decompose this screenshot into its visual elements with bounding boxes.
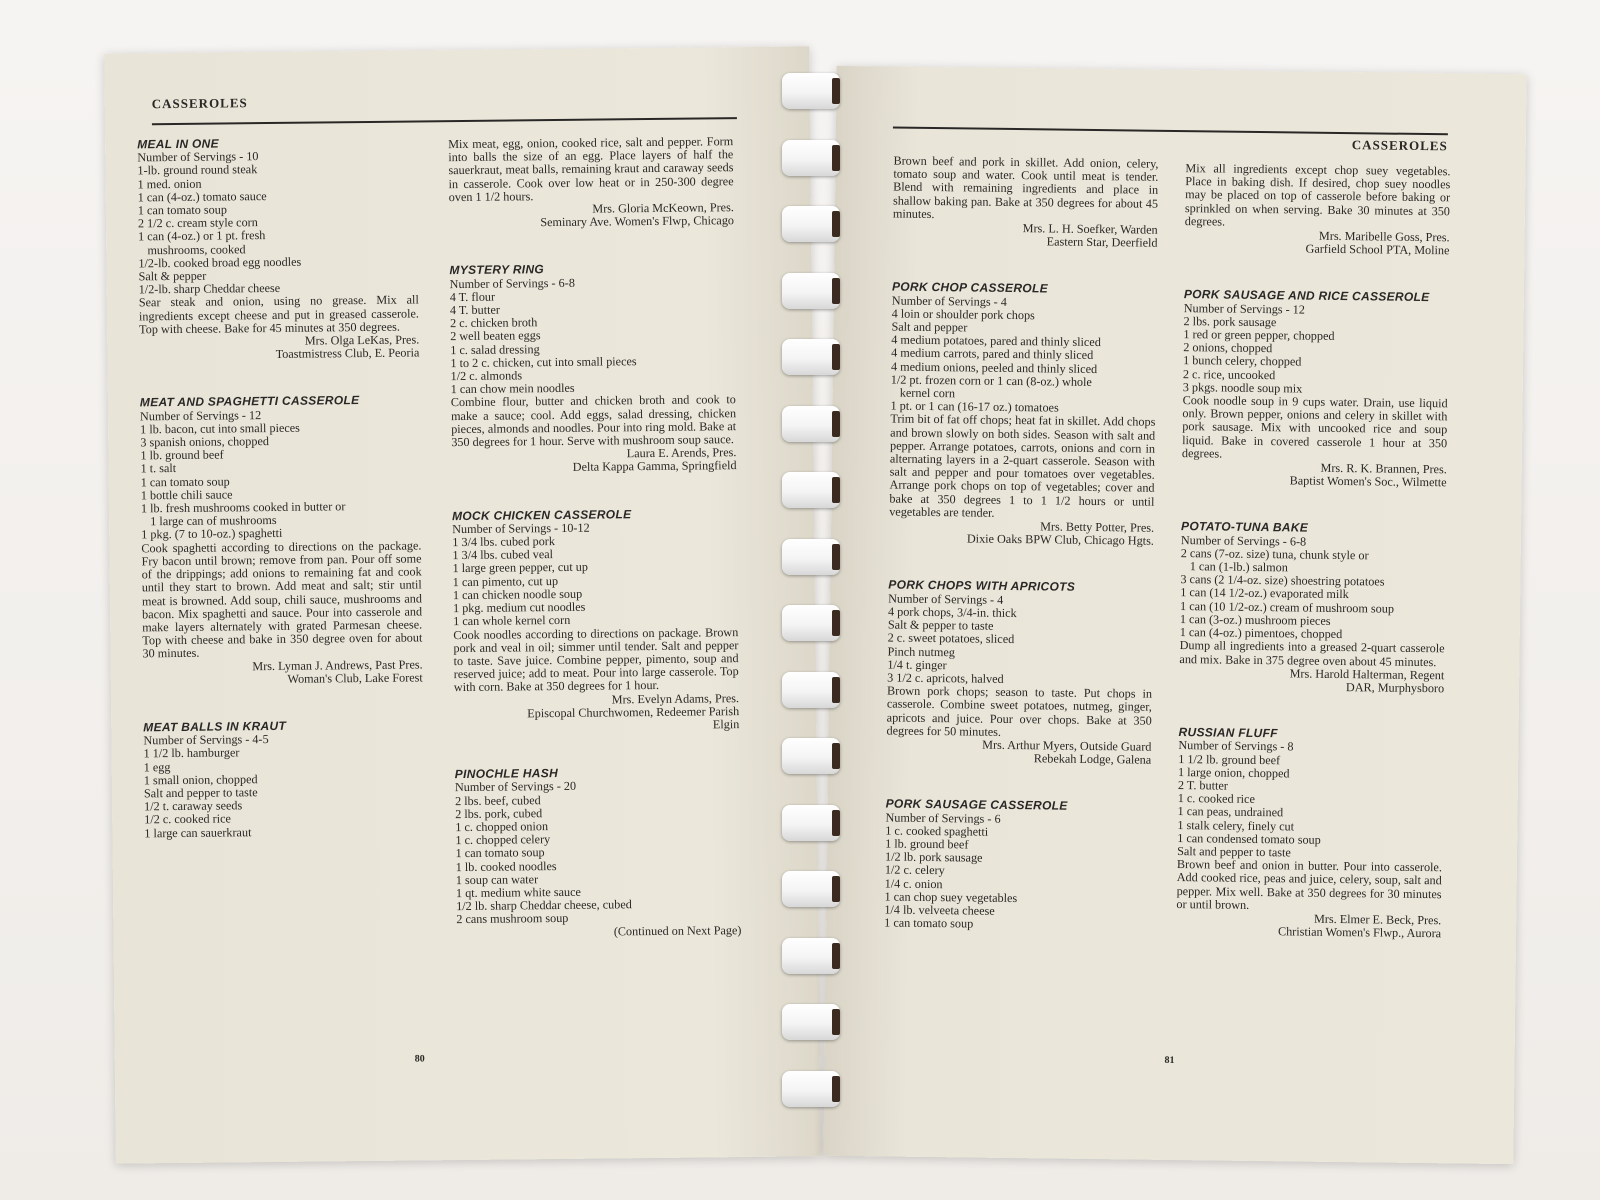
ingredient-line: 1 c. chopped celery [455, 832, 551, 848]
recipe-credit: Dixie Oaks BPW Club, Chicago Hgts. [966, 531, 1154, 549]
ingredient-line: 1 can tomato soup [140, 474, 230, 490]
ingredient-line: 1/2 lb. pork sausage [884, 849, 983, 865]
ingredient-line: 1 can chow mein noodles [450, 381, 575, 397]
recipe-directions: Dump all ingredients into a greased 2-quart casserole and mix. Bake in 375 degree oven about 45 minutes. [1179, 638, 1445, 669]
recipe-credit: Eastern Star, Deerfield [1046, 234, 1158, 250]
ingredient-line: 1 can tomato soup [455, 845, 545, 861]
ingredient-line: 1 c. salad dressing [450, 341, 540, 357]
ingredient-line: 1 bunch celery, chopped [1183, 353, 1302, 369]
binding-hole [832, 876, 840, 902]
ingredient-line: 1 1/2 lb. hamburger [143, 745, 240, 761]
ingredient-line: Salt and pepper to taste [1177, 843, 1291, 860]
right-column-2 [1176, 162, 1450, 941]
header-rule [152, 117, 737, 125]
recipe-credit: Seminary Ave. Women's Flwp, Chicago [540, 213, 735, 230]
recipe-credit: Toastmistress Club, E. Peoria [275, 345, 420, 362]
ingredient-line: 1 can (4-oz.) tomato sauce [137, 188, 267, 205]
recipe-title: MOCK CHICKEN CASSEROLE [451, 506, 632, 523]
recipe-directions: Combine flour, butter and chicken broth and cook to make a sauce; cool. Add eggs, salad dressing, chicken pieces, almonds and noodles. Pour into ring mold. Bake at 350 degrees for 1 hour. Serve with mushroom soup sauce. [450, 392, 737, 450]
ingredient-line: 2 onions, chopped [1183, 340, 1273, 356]
recipe-title: POTATO-TUNA BAKE [1180, 519, 1309, 536]
recipe-title: MEAT AND SPAGHETTI CASSEROLE [139, 393, 360, 410]
ingredient-line: 1/4 t. ginger [887, 657, 947, 672]
recipe-spacer [139, 360, 419, 397]
ingredient-line: 1 bottle chili sauce [140, 487, 233, 503]
recipe-block [886, 545, 1154, 767]
ingredient-line: 3 cans (2 1/4-oz. size) shoestring potatoes [1180, 572, 1385, 589]
ingredient-line: 3 1/2 c. apricots, halved [887, 670, 1004, 686]
recipe-credit: Mrs. R. K. Brannen, Pres. [1320, 460, 1447, 477]
ingredient-line: mushrooms, cooked [138, 241, 246, 258]
ingredient-line: 1 large can of mushrooms [141, 513, 277, 529]
binding-hole [832, 1076, 840, 1102]
binding-hole [832, 610, 840, 636]
ingredient-line: 1/4 lb. velveeta cheese [884, 902, 995, 918]
recipe-servings: Number of Servings - 10-12 [452, 520, 590, 536]
recipe-block [889, 247, 1158, 548]
binding-hole [832, 211, 840, 237]
recipe-credit: Mrs. Lyman J. Andrews, Past Pres. [252, 656, 423, 673]
recipe-credit: Delta Kappa Gamma, Springfield [572, 458, 737, 475]
ingredient-line: 1 soup can water [455, 871, 539, 887]
ingredient-line: 1 can tomato soup [137, 202, 227, 218]
binding-hole [832, 145, 840, 171]
recipe-servings: Number of Servings - 6 [885, 810, 1001, 826]
ingredient-line: 4 loin or shoulder pork chops [891, 306, 1035, 323]
recipe-directions: Cook noodle soup in 9 cups water. Drain, use liquid only. Brown pepper, onions and celery in skillet with pork sausage. Mix with uncooked rice and soup liquid. Bake in covered casserole 1 hour at 350 degrees. [1181, 393, 1448, 461]
ingredient-line: 1 large onion, chopped [1177, 764, 1290, 781]
recipe-credit: Mrs. Gloria McKeown, Pres. [592, 200, 734, 216]
recipe-block [139, 360, 422, 687]
ingredient-line: 1 lb. cooked noodles [455, 858, 557, 874]
ingredient-line: 1 can chop suey vegetables [884, 889, 1018, 905]
recipe-title: MEAL IN ONE [137, 136, 219, 152]
recipe-block [884, 764, 1151, 933]
recipe-block [137, 135, 419, 362]
recipe-credit: Woman's Club, Lake Forest [287, 670, 423, 686]
binding-hole [832, 810, 840, 836]
recipe-block [452, 473, 740, 734]
ingredient-line: 2 lbs. pork sausage [1183, 313, 1277, 330]
ingredient-line: 1/2-lb. cooked broad egg noodles [138, 254, 302, 271]
ingredient-line: 1 can chicken noodle soup [452, 586, 583, 602]
recipe-spacer [1184, 255, 1449, 292]
left-column-2 [448, 135, 741, 940]
header-rule [893, 127, 1448, 136]
recipe-title: PINOCHLE HASH [454, 766, 559, 782]
recipe-servings: Number of Servings - 4 [888, 591, 1004, 607]
recipe-servings: Number of Servings - 12 [139, 407, 262, 424]
ingredient-line: 1/2 lb. sharp Cheddar cheese, cubed [456, 897, 632, 914]
recipe-block [1176, 692, 1444, 940]
recipe-servings: Number of Servings - 4-5 [143, 732, 269, 748]
recipe-title: PORK CHOPS WITH APRICOTS [888, 577, 1076, 595]
ingredient-line: 1 lb. ground beef [885, 836, 969, 852]
ingredient-line: 2 lbs. pork, cubed [455, 805, 543, 821]
ingredient-line: 1/2 c. almonds [450, 368, 523, 384]
recipe-credit: Mrs. Maribelle Goss, Pres. [1318, 228, 1450, 245]
recipe-credit: Christian Women's Flwp., Aurora [1277, 924, 1442, 941]
ingredient-line: 2 c. rice, uncooked [1182, 366, 1276, 382]
recipe-credit: Elgin [712, 717, 740, 732]
ingredient-line: Salt and pepper [891, 319, 968, 335]
ingredient-line: 4 pork chops, 3/4-in. thick [887, 604, 1017, 620]
recipe-title: RUSSIAN FLUFF [1178, 725, 1278, 741]
recipe-block [454, 731, 741, 940]
ingredient-line: 4 medium onions, peeled and thinly sliced [890, 359, 1098, 376]
ingredient-line: 1/2-lb. sharp Cheddar cheese [138, 281, 281, 297]
ingredient-line: Salt & pepper [138, 268, 207, 284]
recipe-block [448, 135, 734, 230]
right-page [823, 66, 1526, 1164]
recipe-credit: Mrs. Harold Halterman, Regent [1289, 666, 1445, 682]
ingredient-line: 1 large green pepper, cut up [452, 560, 589, 576]
recipe-servings: Number of Servings - 4 [891, 293, 1007, 309]
ingredient-line: 1 c. cooked spaghetti [885, 823, 989, 839]
binding-hole [832, 1009, 840, 1035]
ingredient-line: kernel corn [890, 385, 956, 401]
binding-hole [832, 544, 840, 570]
recipe-spacer [1179, 692, 1444, 729]
recipe-title: PORK SAUSAGE CASSEROLE [885, 796, 1068, 814]
ingredient-line: 1/2 t. caraway seeds [144, 798, 243, 814]
ingredient-line: 1 small onion, chopped [143, 771, 258, 788]
recipe-directions: Brown beef and onion in butter. Pour into casserole. Add cooked rice, peas and juice, celery, soup, salt and pepper. Mix well. Bake at 350 degrees for 30 minutes or until brown. [1176, 857, 1443, 912]
ingredient-line: Salt and pepper to taste [143, 785, 258, 801]
recipe-spacer [1181, 487, 1446, 524]
ingredient-line: 4 T. flour [449, 289, 496, 304]
ingredient-line: 2 T. butter [1177, 777, 1228, 793]
binding-hole [832, 943, 840, 969]
ingredient-line: 1 can (1-lb.) salmon [1180, 559, 1288, 575]
recipe-block [449, 228, 737, 476]
binding-hole [832, 78, 840, 104]
ingredient-line: 3 pkgs. noodle soup mix [1182, 379, 1303, 396]
recipe-credit: Mrs. Evelyn Adams, Pres. [611, 690, 740, 706]
recipe-block [1184, 162, 1450, 258]
recipe-spacer [892, 247, 1157, 284]
recipe-credit: Mrs. Betty Potter, Pres. [1040, 519, 1155, 535]
recipe-credit: Laura E. Arends, Pres. [626, 445, 737, 461]
ingredient-line: 1 can whole kernel corn [453, 613, 571, 629]
recipe-credit: Mrs. Elmer E. Beck, Pres. [1313, 911, 1442, 928]
recipe-title: PORK SAUSAGE AND RICE CASSEROLE [1183, 287, 1430, 305]
ingredient-line: 1 qt. medium white sauce [455, 884, 581, 901]
ingredient-line: 1 large can sauerkraut [144, 824, 252, 840]
recipe-servings: Number of Servings - 6-8 [1180, 532, 1307, 549]
ingredient-line: 1 med. onion [137, 176, 202, 191]
ingredient-line: 2 c. sweet potatoes, sliced [887, 630, 1015, 647]
recipe-credit: Baptist Women's Soc., Wilmette [1289, 473, 1447, 490]
ingredient-line: 1/2 pt. frozen corn or 1 can (8-oz.) whole [890, 372, 1092, 389]
recipe-credit: DAR, Murphysboro [1345, 680, 1445, 696]
ingredient-line: 1 1/2 lb. ground beef [1178, 751, 1281, 767]
recipe-servings: Number of Servings - 10 [137, 149, 259, 165]
ingredient-line: 4 medium carrots, pared and thinly sliced [891, 345, 1094, 363]
ingredient-line: 1/4 c. onion [884, 876, 943, 891]
ingredient-line: 1-lb. ground round steak [137, 162, 258, 178]
recipe-directions: Mix meat, egg, onion, cooked rice, salt and pepper. Form into balls the size of an egg. Place layers of half the sauerkraut, meat balls, remaining kraut and caraway seeds in casserole. Cook over low heat or in 250-300 degree oven 1 1/2 hours. [448, 134, 734, 204]
ingredient-line: Salt & pepper to taste [887, 617, 994, 633]
ingredient-line: 1 can (14 1/2-oz.) evaporated milk [1180, 585, 1349, 602]
page-number: 81 [1164, 1054, 1175, 1067]
recipe-directions: Sear steak and onion, using no grease. Mix all ingredients except cheese and put in greased casserole. Top with cheese. Bake for 45 minutes at 350 degrees. [138, 292, 420, 337]
ingredient-line: 1 can pimento, cut up [452, 573, 559, 589]
ingredient-line: 1 stalk celery, finely cut [1177, 817, 1295, 834]
ingredient-line: 2 cans mushroom soup [456, 911, 569, 927]
recipe-servings: Number of Servings - 20 [454, 779, 577, 795]
recipe-credit: Mrs. Arthur Myers, Outside Guard [982, 737, 1152, 754]
ingredient-line: 2 c. chicken broth [449, 315, 538, 331]
ingredient-line: 4 T. butter [449, 302, 500, 318]
ingredient-line: 1 can tomato soup [884, 915, 974, 931]
ingredient-line: 1 c. chopped onion [455, 819, 549, 835]
recipe-servings: Number of Servings - 8 [1178, 738, 1294, 754]
recipe-title: MYSTERY RING [449, 262, 545, 278]
ingredient-line: 1 can (10 1/2-oz.) cream of mushroom soup [1180, 598, 1395, 616]
binding-hole [832, 677, 840, 703]
ingredient-line: 1 can peas, undrained [1177, 804, 1284, 820]
left-column-1 [137, 135, 424, 840]
recipe-spacer [452, 473, 737, 510]
ingredient-line: 1 red or green pepper, chopped [1183, 327, 1335, 343]
ingredient-line: 1 3/4 lbs. cubed pork [452, 534, 555, 550]
recipe-block [143, 684, 425, 840]
ingredient-line: 1 pkg. medium cut noodles [452, 599, 586, 616]
recipe-block [892, 155, 1158, 251]
binding-hole [832, 411, 840, 437]
recipe-credit: Mrs. Olga LeKas, Pres. [304, 332, 420, 348]
recipe-block [1179, 487, 1446, 696]
continued-note: (Continued on Next Page) [613, 922, 742, 938]
ingredient-line: 1 c. cooked rice [1177, 791, 1255, 807]
recipe-spacer [449, 228, 734, 265]
recipe-directions: Mix all ingredients except chop suey vegetables. Place in baking dish. If desired, chop suey noodles may be placed on top of casserole before baking or sprinkled on when serving. Bake 30 minutes at 350 degrees. [1184, 161, 1451, 229]
ingredient-line: 1 lb. fresh mushrooms cooked in butter or [140, 499, 346, 516]
binding-hole [832, 477, 840, 503]
ingredient-line: 1/2 c. celery [884, 862, 945, 878]
recipe-spacer [454, 731, 739, 768]
binding-hole [832, 344, 840, 370]
binding-hole [832, 743, 840, 769]
ingredient-line: Pinch nutmeg [887, 643, 955, 659]
ingredient-line: 1 lb. bacon, cut into small pieces [140, 420, 300, 437]
recipe-spacer [143, 684, 423, 721]
ingredient-line: 1 pkg. (7 to 10-oz.) spaghetti [141, 526, 283, 542]
recipe-directions: Cook spaghetti according to directions on the package. Fry bacon until brown; remove from pan. Pour off some of the drippings; add onions to remaining fat and cook until they start to brown. Add meat and salt; stir until meat is browned. Add soup, chili sauce, mushrooms and bacon. Mix spaghetti and sauce. Pour into casserole and make layers alternately with grated Parmesan cheese. Top with cheese and bake in 350 degree oven for about 30 minutes. [141, 538, 423, 661]
page-header: CASSEROLES [151, 95, 248, 112]
right-column-1 [884, 155, 1158, 934]
ingredient-line: 1 can (3-oz.) mushroom pieces [1179, 611, 1331, 628]
ingredient-line: 1 t. salt [140, 461, 177, 476]
recipe-directions: Brown beef and pork in skillet. Add onion, celery, tomato soup and water. Cook until meat is tender. Blend with remaining ingredients and place in shallow baking pan. Bake at 350 degrees for about 45 minutes. [892, 153, 1159, 221]
ingredient-line: 3 spanish onions, chopped [140, 434, 269, 450]
ingredient-line: 1 can condensed tomato soup [1177, 830, 1321, 847]
spiral-binding [770, 55, 870, 1165]
recipe-credit: Episcopal Churchwomen, Redeemer Parish [527, 703, 740, 721]
recipe-title: PORK CHOP CASSEROLE [891, 279, 1049, 296]
ingredient-line: 2 lbs. beef, cubed [454, 792, 541, 808]
left-page [104, 46, 821, 1163]
recipe-directions: Cook noodles according to directions on package. Brown pork and veal in oil; simmer until tender. Salt and pepper to taste. Save juice. Combine pepper, pimento, soup and reserved juice; add to meat. Pour into large casserole. Top with corn. Bake at 350 degrees for 1 hour. [453, 624, 739, 695]
recipe-title: MEAT BALLS IN KRAUT [143, 718, 287, 735]
recipe-servings: Number of Servings - 6-8 [449, 275, 575, 291]
page-number: 80 [414, 1053, 425, 1065]
ingredient-line: 1 to 2 c. chicken, cut into small pieces [450, 354, 637, 370]
binding-hole [832, 278, 840, 304]
recipe-spacer [886, 764, 1151, 801]
ingredient-line: 1 pt. or 1 can (16-17 oz.) tomatoes [890, 398, 1059, 415]
recipe-block [1182, 255, 1450, 490]
ingredient-line: 4 medium potatoes, pared and thinly sliced [891, 332, 1101, 350]
ingredient-line: 2 well beaten eggs [450, 328, 541, 344]
ingredient-line: 1 can (4-oz.) pimentoes, chopped [1179, 625, 1343, 642]
ingredient-line: 2 cans (7-oz. size) tuna, chunk style or [1180, 545, 1369, 563]
page-header: CASSEROLES [1351, 137, 1448, 154]
recipe-credit: Garfield School PTA, Moline [1305, 241, 1450, 258]
recipe-credit: Mrs. L. H. Soefker, Warden [1022, 221, 1158, 237]
ingredient-line: 1 3/4 lbs. cubed veal [452, 547, 554, 563]
ingredient-line: 1 can (4-oz.) or 1 pt. fresh [138, 228, 266, 244]
recipe-spacer [888, 545, 1153, 582]
recipe-directions: Trim bit of fat off chops; heat fat in skillet. Add chops and brown slowly on both sides. Season with salt and pepper. Arrange potatoes, carrots, onions and corn in alternating layers in a 2-quart casserole. Season with salt and pepper and pour tomatoes over vegetables. Arrange pork chops on top of vegetables; cover and bake at 350 degrees 1 to 1 1/2 hours or until vegetables are tender. [889, 411, 1156, 520]
ingredient-line: 1 egg [143, 759, 171, 774]
recipe-directions: Brown pork chops; season to taste. Put chops in casserole. Combine sweet potatoes, nutmeg, ginger, apricots and juice. Pour over chops. Bake at 350 degrees for 50 minutes. [886, 683, 1153, 739]
ingredient-line: 1/2 c. cooked rice [144, 811, 231, 827]
recipe-servings: Number of Servings - 12 [1183, 300, 1306, 317]
recipe-credit: Rebekah Lodge, Galena [1033, 751, 1152, 767]
ingredient-line: 1 lb. ground beef [140, 447, 224, 463]
ingredient-line: 2 1/2 c. cream style corn [137, 215, 258, 231]
